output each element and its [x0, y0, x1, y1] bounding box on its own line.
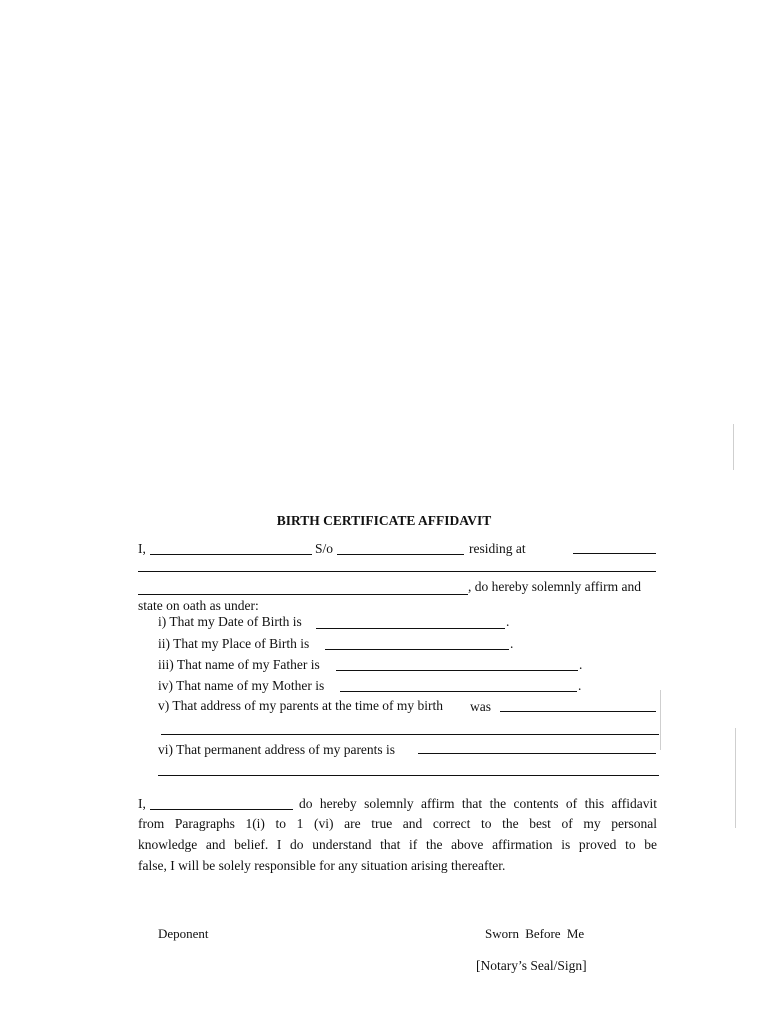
deponent-name-blank[interactable]: [150, 554, 312, 555]
sworn-before-me-label: Sworn Before Me: [485, 926, 585, 941]
residing-at-label: residing at: [469, 541, 526, 556]
notary-seal-label: [Notary’s Seal/Sign]: [476, 958, 587, 973]
declaration-line-3: knowledge and belief. I do understand that if the above affirmation is proved to be: [138, 837, 657, 852]
margin-rule: [660, 690, 661, 750]
scan-mark: [735, 728, 736, 828]
declaration-line-2: from Paragraphs 1(i) to 1 (vi) are true and correct to the best of my personal: [138, 816, 657, 831]
item-end: .: [579, 657, 583, 672]
item-permanent-address-label: vi) That permanent address of my parents is: [158, 742, 396, 757]
item-date-of-birth-label: i) That my Date of Birth is: [158, 614, 302, 629]
item-end: .: [510, 636, 514, 651]
mother-name-blank[interactable]: [340, 691, 577, 692]
birth-address-blank-1[interactable]: [500, 711, 656, 712]
item-end: .: [578, 678, 582, 693]
residence-blank-3[interactable]: [138, 594, 468, 595]
intro-i-label: I,: [138, 541, 146, 556]
permanent-address-blank-2[interactable]: [158, 775, 659, 776]
scan-mark: [733, 424, 734, 470]
item-birth-address-label: v) That address of my parents at the time of my birth: [158, 698, 444, 713]
residence-blank-1[interactable]: [573, 553, 656, 554]
permanent-address-blank-1[interactable]: [418, 753, 656, 754]
declaration-name-blank[interactable]: [150, 809, 293, 810]
declaration-i-label: I,: [138, 796, 146, 811]
item-end: .: [506, 614, 510, 629]
item-father-name-label: iii) That name of my Father is: [158, 657, 320, 672]
deponent-label: Deponent: [158, 926, 209, 941]
date-of-birth-blank[interactable]: [316, 628, 505, 629]
declaration-line-1: do hereby solemnly affirm that the contents of this affidavit: [299, 796, 657, 811]
state-on-oath-text: state on oath as under:: [138, 598, 259, 613]
birth-address-blank-2[interactable]: [161, 734, 659, 735]
item-mother-name-label: iv) That name of my Mother is: [158, 678, 325, 693]
item-place-of-birth-label: ii) That my Place of Birth is: [158, 636, 310, 651]
item-birth-address-was: was: [470, 699, 491, 714]
father-name-item-blank[interactable]: [336, 670, 578, 671]
place-of-birth-blank[interactable]: [325, 649, 509, 650]
page-title: BIRTH CERTIFICATE AFFIDAVIT: [276, 513, 492, 528]
affirm-text: , do hereby solemnly affirm and: [468, 579, 641, 594]
declaration-line-4: false, I will be solely responsible for any situation arising thereafter.: [138, 858, 506, 873]
so-label: S/o: [315, 541, 334, 556]
father-name-blank[interactable]: [337, 554, 464, 555]
residence-blank-2[interactable]: [138, 571, 656, 572]
